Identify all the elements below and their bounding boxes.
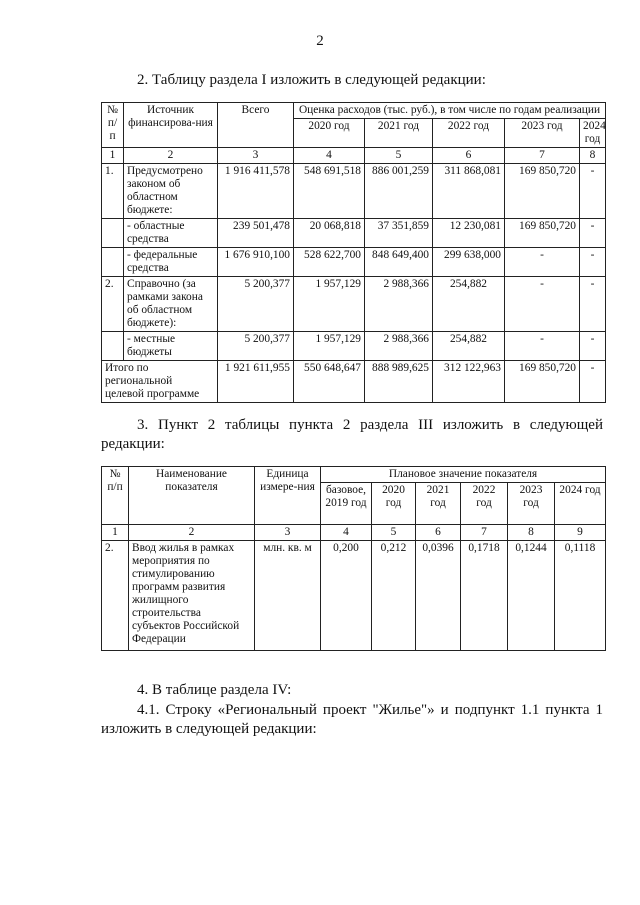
cell-value: 0,1718 xyxy=(461,541,508,651)
cell-num xyxy=(102,248,124,277)
cell-value: 5 200,377 xyxy=(218,332,294,361)
column-index: 1 xyxy=(102,148,124,164)
cell-value: 1 957,129 xyxy=(294,332,365,361)
cell-value: 550 648,647 xyxy=(294,361,365,403)
cell-value: 5 200,377 xyxy=(218,277,294,332)
cell-value: 169 850,720 xyxy=(505,164,580,219)
cell-unit: млн. кв. м xyxy=(255,541,321,651)
indicator-table xyxy=(101,466,606,651)
column-index: 5 xyxy=(372,525,416,541)
column-index: 2 xyxy=(129,525,255,541)
cell-value: 1 916 411,578 xyxy=(218,164,294,219)
total-row xyxy=(102,361,606,403)
cell-value: 0,212 xyxy=(372,541,416,651)
column-index: 3 xyxy=(255,525,321,541)
cell-value: 20 068,818 xyxy=(294,219,365,248)
section-2-heading: 2. Таблицу раздела I изложить в следующей редакции: xyxy=(137,72,486,88)
section-4-1-line-1: 4.1. Строку «Региональный проект "Жилье"» и подпункт 1.1 пункта 1 xyxy=(137,702,603,718)
column-index: 6 xyxy=(433,148,505,164)
section-4-heading: 4. В таблице раздела IV: xyxy=(137,682,292,698)
cell-value: 169 850,720 xyxy=(505,361,580,403)
cell-value: 1 957,129 xyxy=(294,277,365,332)
cell-value: 0,200 xyxy=(321,541,372,651)
cell-source: Справочно (за рамками закона об областном бюджете): xyxy=(124,277,218,332)
header-year: 2022 год xyxy=(461,483,508,525)
cell-source: - местные бюджеты xyxy=(124,332,218,361)
cell-value: 848 649,400 xyxy=(365,248,433,277)
header-year: базовое, 2019 год xyxy=(321,483,372,525)
cell-source: - областные средства xyxy=(124,219,218,248)
cell-value: 311 868,081 xyxy=(433,164,505,219)
table-row xyxy=(102,277,606,332)
column-index-row xyxy=(102,525,606,541)
cell-value: - xyxy=(580,219,606,248)
cell-value: - xyxy=(580,277,606,332)
cell-value: 548 691,518 xyxy=(294,164,365,219)
table-row xyxy=(102,248,606,277)
cell-value: 12 230,081 xyxy=(433,219,505,248)
cell-num: 1. xyxy=(102,164,124,219)
column-index: 4 xyxy=(294,148,365,164)
header-year: 2021 год xyxy=(416,483,461,525)
table-row xyxy=(102,164,606,219)
column-index: 7 xyxy=(461,525,508,541)
header-year: 2022 год xyxy=(433,119,505,148)
column-index: 1 xyxy=(102,525,129,541)
cell-value: 0,1118 xyxy=(555,541,606,651)
header-plan: Плановое значение показателя xyxy=(321,467,606,483)
cell-value: - xyxy=(505,332,580,361)
cell-num: 2. xyxy=(102,541,129,651)
cell-value: 528 622,700 xyxy=(294,248,365,277)
column-index: 5 xyxy=(365,148,433,164)
header-name: Наименование показателя xyxy=(129,467,255,525)
cell-value: 888 989,625 xyxy=(365,361,433,403)
header-year: 2021 год xyxy=(365,119,433,148)
header-year: 2024 год xyxy=(580,119,606,148)
cell-value: 37 351,859 xyxy=(365,219,433,248)
cell-value: 312 122,963 xyxy=(433,361,505,403)
cell-source: - федеральные средства xyxy=(124,248,218,277)
cell-value: 886 001,259 xyxy=(365,164,433,219)
header-num: № п/п xyxy=(102,103,124,148)
column-index: 6 xyxy=(416,525,461,541)
cell-value: 239 501,478 xyxy=(218,219,294,248)
cell-value: - xyxy=(580,361,606,403)
cell-value: 2 988,366 xyxy=(365,277,433,332)
cell-value: 299 638,000 xyxy=(433,248,505,277)
column-index: 4 xyxy=(321,525,372,541)
cell-value: - xyxy=(505,277,580,332)
header-source: Источник финансирова-ния xyxy=(124,103,218,148)
cell-num xyxy=(102,332,124,361)
column-index: 2 xyxy=(124,148,218,164)
header-total: Всего xyxy=(218,103,294,148)
total-label: Итого по региональной целевой программе xyxy=(102,361,218,403)
header-year: 2023 год xyxy=(508,483,555,525)
header-unit: Единица измере-ния xyxy=(255,467,321,525)
cell-source: Предусмотрено законом об областном бюджете: xyxy=(124,164,218,219)
cell-num xyxy=(102,219,124,248)
cell-value: 1 676 910,100 xyxy=(218,248,294,277)
table-row xyxy=(102,219,606,248)
header-year: 2024 год xyxy=(555,483,606,525)
cell-indicator-name: Ввод жилья в рамках мероприятия по стимулированию программ развития жилищного строительства субъектов Российской Федерации xyxy=(129,541,255,651)
page-number: 2 xyxy=(316,33,324,49)
cell-value: - xyxy=(505,248,580,277)
cell-num: 2. xyxy=(102,277,124,332)
column-index: 3 xyxy=(218,148,294,164)
column-index: 7 xyxy=(505,148,580,164)
section-3-line-2: редакции: xyxy=(101,436,165,452)
cell-value: 254,882 xyxy=(433,332,505,361)
header-num: № п/п xyxy=(102,467,129,525)
financing-table xyxy=(101,102,606,403)
table-row xyxy=(102,332,606,361)
column-index-row xyxy=(102,148,606,164)
column-index: 9 xyxy=(555,525,606,541)
header-year: 2023 год xyxy=(505,119,580,148)
cell-value: 0,0396 xyxy=(416,541,461,651)
header-year: 2020 год xyxy=(294,119,365,148)
cell-value: 0,1244 xyxy=(508,541,555,651)
table-row xyxy=(102,541,606,651)
section-3-line-1: 3. Пункт 2 таблицы пункта 2 раздела III изложить в следующей xyxy=(137,417,603,433)
cell-value: - xyxy=(580,164,606,219)
cell-value: - xyxy=(580,248,606,277)
cell-value: 1 921 611,955 xyxy=(218,361,294,403)
section-4-1-line-2: изложить в следующей редакции: xyxy=(101,721,317,737)
cell-value: 254,882 xyxy=(433,277,505,332)
header-year: 2020 год xyxy=(372,483,416,525)
column-index: 8 xyxy=(508,525,555,541)
column-index: 8 xyxy=(580,148,606,164)
cell-value: 2 988,366 xyxy=(365,332,433,361)
cell-value: - xyxy=(580,332,606,361)
header-estimate: Оценка расходов (тыс. руб.), в том числе по годам реализации xyxy=(294,103,606,119)
cell-value: 169 850,720 xyxy=(505,219,580,248)
